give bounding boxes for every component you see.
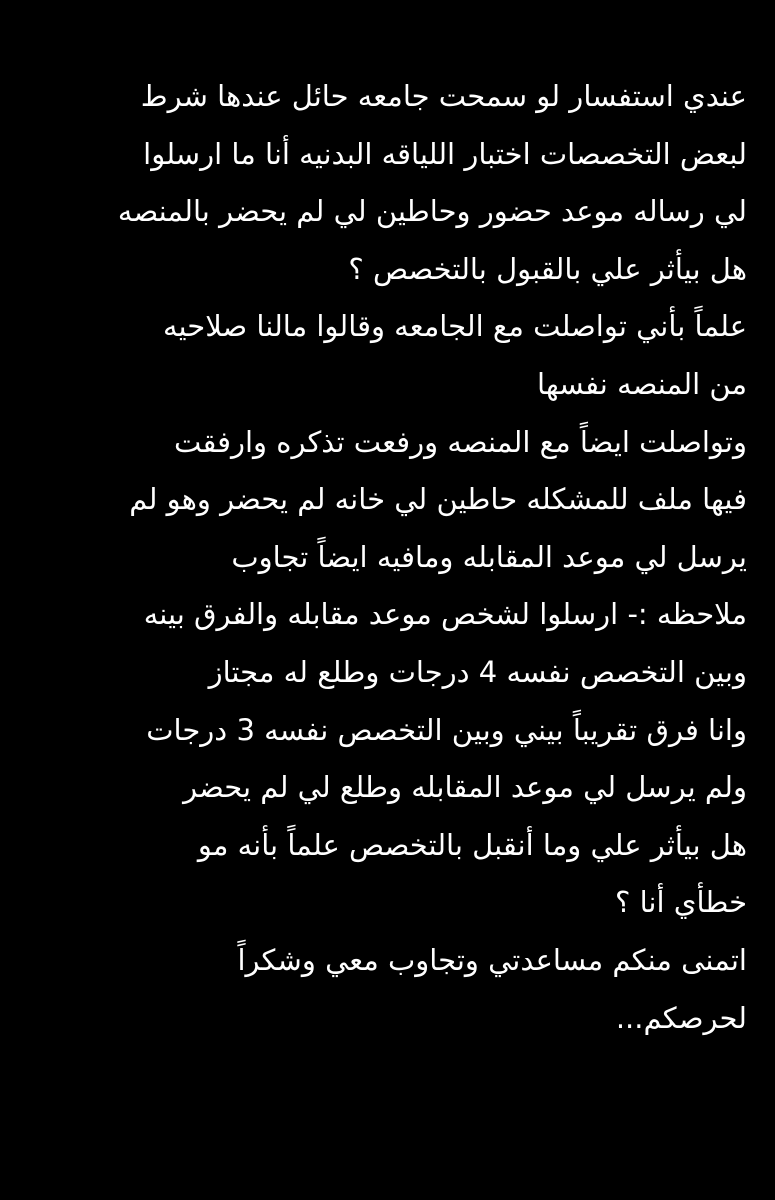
note-line-16: اتمنى منكم مساعدتي وتجاوب معي وشكراً: [237, 942, 747, 977]
note-line-13: ولم يرسل لي موعد المقابله وطلع لي لم يحضر: [183, 770, 747, 805]
note-line-9: يرسل لي موعد المقابله ومافيه ايضاً تجاوب: [231, 539, 747, 574]
note-line-7: وتواصلت ايضاً مع المنصه ورفعت تذكره وارفقت: [173, 424, 747, 459]
note-line-2: لبعض التخصصات اختبار اللياقه البدنيه أنا ما ارسلوا: [143, 136, 747, 171]
note-line-12: وانا فرق تقريباً بيني وبين التخصص نفسه 3 درجات: [146, 712, 747, 747]
note-line-5: علماً بأني تواصلت مع الجامعه وقالوا مالنا صلاحيه: [162, 309, 747, 344]
note-text-body: [27, 68, 747, 1047]
note-line-15: خطأي أنا ؟: [614, 885, 747, 920]
note-line-1: عندي استفسار لو سمحت جامعه حائل عندها شرط: [140, 79, 747, 113]
note-line-17: لحرصكم...: [615, 1000, 747, 1035]
note-line-6: من المنصه نفسها: [537, 366, 747, 401]
note-line-11: وبين التخصص نفسه 4 درجات وطلع له مجتاز: [208, 654, 747, 689]
note-line-14: هل بيأثر علي وما أنقبل بالتخصص علماً بأنه مو: [197, 827, 747, 862]
note-line-8: فيها ملف للمشكله حاطين لي خانه لم يحضر وهو لم: [129, 482, 747, 517]
note-line-3: لي رساله موعد حضور وحاطين لي لم يحضر بالمنصه: [117, 194, 747, 229]
note-line-4: هل بيأثر علي بالقبول بالتخصص ؟: [348, 251, 747, 286]
note-line-10: ملاحظه :- ارسلوا لشخص موعد مقابله والفرق بينه: [143, 597, 747, 632]
